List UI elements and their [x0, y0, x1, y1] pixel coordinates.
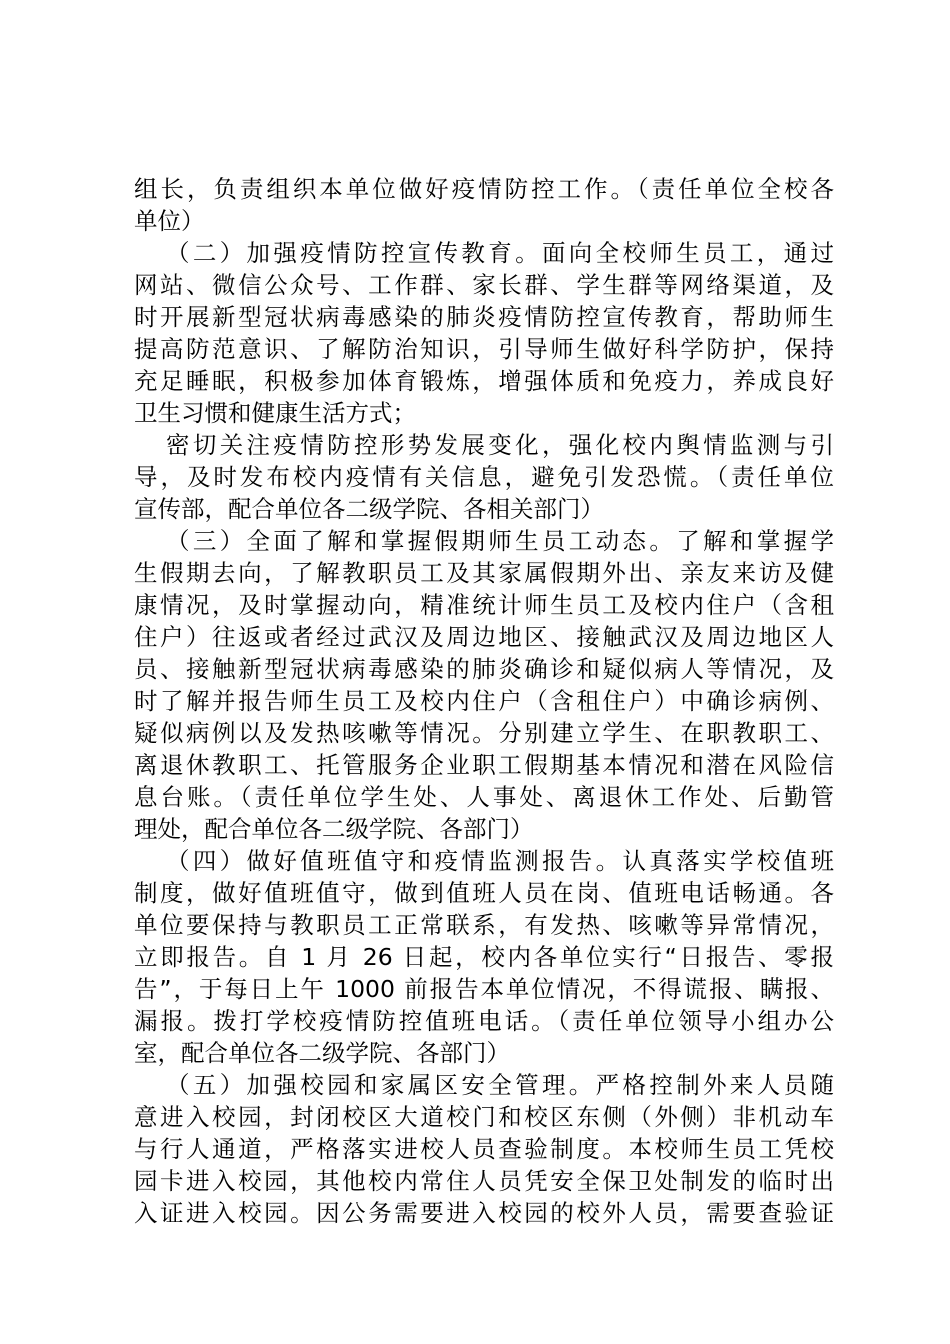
- text-line: 制度，做好值班值守，做到值班人员在岗、值班电话畅通。各: [134, 879, 834, 907]
- text-line: 员、接触新型冠状病毒感染的肺炎确诊和疑似病人等情况，及: [134, 655, 834, 683]
- paragraph-start-line: （五）加强校园和家属区安全管理。严格控制外来人员随: [166, 1071, 834, 1099]
- paragraph-start-line: （二）加强疫情防控宣传教育。面向全校师生员工，通过: [166, 239, 834, 267]
- text-line: 漏报。拨打学校疫情防控值班电话。（责任单位领导小组办公: [134, 1007, 834, 1035]
- text-line: 住户）往返或者经过武汉及周边地区、接触武汉及周边地区人: [134, 623, 834, 651]
- text-line: 网站、微信公众号、工作群、家长群、学生群等网络渠道，及: [134, 271, 834, 299]
- text-line: 息台账。（责任单位学生处、人事处、离退休工作处、后勤管: [134, 783, 834, 811]
- text-line: 园卡进入校园，其他校内常住人员凭安全保卫处制发的临时出: [134, 1167, 834, 1195]
- text-line: 生假期去向，了解教职员工及其家属假期外出、亲友来访及健: [134, 559, 834, 587]
- paragraph-start-line: （四）做好值班值守和疫情监测报告。认真落实学校值班: [166, 847, 834, 875]
- text-line: 告”，于每日上午 1000 前报告本单位情况，不得谎报、瞒报、: [134, 975, 834, 1003]
- text-line: 疑似病例以及发热咳嗽等情况。分别建立学生、在职教职工、: [134, 719, 834, 747]
- text-line: 与行人通道，严格落实进校人员查验制度。本校师生员工凭校: [134, 1135, 834, 1163]
- text-line: 卫生习惯和健康生活方式；: [134, 399, 416, 427]
- text-line: 单位要保持与教职员工正常联系，有发热、咳嗽等异常情况，: [134, 911, 834, 939]
- text-line: 组长，负责组织本单位做好疫情防控工作。（责任单位全校各: [134, 175, 834, 203]
- text-line: 导，及时发布校内疫情有关信息，避免引发恐慌。（责任单位: [134, 463, 834, 491]
- text-line: 意进入校园，封闭校区大道校门和校区东侧（外侧）非机动车: [134, 1103, 834, 1131]
- text-line: 时了解并报告师生员工及校内住户（含租住户）中确诊病例、: [134, 687, 834, 715]
- paragraph-start-line: 密切关注疫情防控形势发展变化，强化校内舆情监测与引: [166, 431, 834, 459]
- text-line: 入证进入校园。因公务需要进入校园的校外人员，需要查验证: [134, 1199, 834, 1227]
- text-line: 充足睡眠，积极参加体育锻炼，增强体质和免疫力，养成良好: [134, 367, 834, 395]
- text-line: 室，配合单位各二级学院、各部门）: [134, 1039, 510, 1067]
- text-line: 康情况，及时掌握动向，精准统计师生员工及校内住户（含租: [134, 591, 834, 619]
- text-line: 理处，配合单位各二级学院、各部门）: [134, 815, 534, 843]
- text-line: 单位）: [134, 207, 205, 235]
- text-line: 离退休教职工、托管服务企业职工假期基本情况和潜在风险信: [134, 751, 834, 779]
- text-line: 宣传部，配合单位各二级学院、各相关部门）: [134, 495, 604, 523]
- text-line: 立即报告。自 1 月 26 日起，校内各单位实行“日报告、零报: [134, 943, 834, 971]
- paragraph-start-line: （三）全面了解和掌握假期师生员工动态。了解和掌握学: [166, 527, 834, 555]
- text-line: 提高防范意识、了解防治知识，引导师生做好科学防护，保持: [134, 335, 834, 363]
- text-line: 时开展新型冠状病毒感染的肺炎疫情防控宣传教育，帮助师生: [134, 303, 834, 331]
